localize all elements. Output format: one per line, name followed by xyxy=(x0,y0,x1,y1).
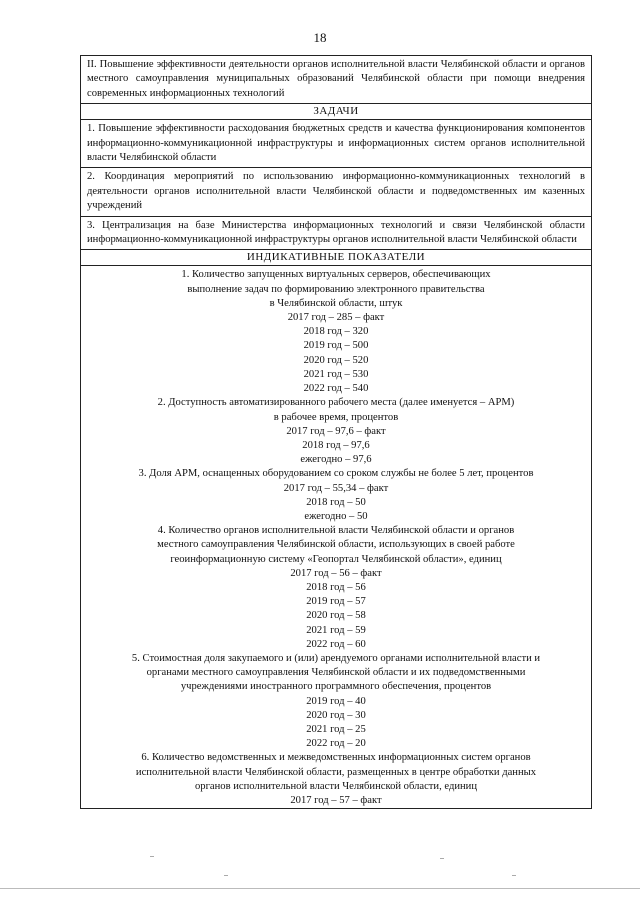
indicator-title-line: органами местного самоуправления Челябинской области и их подведомственными xyxy=(146,667,526,679)
indicator-value: 2017 год – 285 – факт xyxy=(287,312,385,324)
indicator-title-line: в Челябинской области, штук xyxy=(269,297,403,309)
indicator-value: 2017 год – 56 – факт xyxy=(290,567,382,579)
indicator-value: 2018 год – 56 xyxy=(306,581,366,593)
indicator-value: 2018 год – 97,6 xyxy=(302,439,370,451)
document-table xyxy=(80,55,592,809)
indicator-title-line: 5. Стоимостная доля закупаемого и (или) арендуемого органами исполнительной власти и xyxy=(131,652,541,664)
indicator-value: 2019 год – 40 xyxy=(306,695,366,707)
indicator-value: 2018 год – 320 xyxy=(303,326,369,338)
indicator-title-line: 4. Количество органов исполнительной власти Челябинской области и органов xyxy=(157,525,515,537)
indicators-cell xyxy=(81,266,591,808)
indicators-header: ИНДИКАТИВНЫЕ ПОКАЗАТЕЛИ xyxy=(81,250,591,266)
indicator-title-line: 2. Доступность автоматизированного рабочего места (далее именуется – АРМ) xyxy=(157,397,515,409)
scan-speck xyxy=(150,856,154,857)
tasks-header: ЗАДАЧИ xyxy=(81,104,591,120)
indicator-value: 2017 год – 97,6 – факт xyxy=(286,425,386,437)
indicator-value: 2019 год – 57 xyxy=(306,596,366,608)
indicator-value: 2020 год – 30 xyxy=(306,709,366,721)
scan-edge-line xyxy=(0,888,640,889)
indicator-title-line: местного самоуправления Челябинской области, использующих в своей работе xyxy=(157,539,515,551)
indicator-title-line: учреждениями иностранного программного обеспечения, процентов xyxy=(180,681,492,693)
indicator-value: 2020 год – 58 xyxy=(306,610,366,622)
indicator-title-line: геоинформационную систему «Геопортал Челябинской области», единиц xyxy=(170,553,502,565)
indicator-value: ежегодно – 50 xyxy=(304,510,368,522)
scan-speck xyxy=(440,858,444,859)
indicator-value: 2022 год – 60 xyxy=(306,638,366,650)
indicator-block xyxy=(85,652,587,751)
indicator-value: 2018 год – 50 xyxy=(306,496,366,508)
indicator-value: 2017 год – 55,34 – факт xyxy=(283,482,389,494)
indicator-title-line: исполнительной власти Челябинской области, размещенных в центре обработки данных xyxy=(135,766,537,778)
indicator-value: 2021 год – 25 xyxy=(306,723,366,735)
indicator-value: 2022 год – 540 xyxy=(303,383,369,395)
indicator-value: 2021 год – 530 xyxy=(303,368,369,380)
indicator-block xyxy=(85,396,587,467)
indicator-value: 2021 год – 59 xyxy=(306,624,366,636)
indicator-value: ежегодно – 97,6 xyxy=(300,454,372,466)
page-number: 18 xyxy=(313,30,327,45)
indicator-title-line: 6. Количество ведомственных и межведомственных информационных систем органов xyxy=(141,752,531,764)
indicator-value: 2022 год – 20 xyxy=(306,738,366,750)
indicator-block xyxy=(85,268,587,396)
scan-speck xyxy=(224,875,228,876)
indicator-block xyxy=(85,524,587,652)
indicator-title-line: 3. Доля АРМ, оснащенных оборудованием со сроком службы не более 5 лет, процентов xyxy=(138,468,534,480)
indicator-value: 2020 год – 520 xyxy=(303,354,369,366)
indicator-block xyxy=(85,467,587,524)
task-cell-1: 1. Повышение эффективности расходования бюджетных средств и качества функционирования компонентов информационно-коммуникационной инфраструктуры и информационных систем органов исполнительной власти Челябинской области xyxy=(81,120,591,168)
indicator-value: 2017 год – 57 – факт xyxy=(290,794,382,806)
indicator-title-line: 1. Количество запущенных виртуальных серверов, обеспечивающих xyxy=(181,269,491,281)
scan-speck xyxy=(512,875,516,876)
task-cell-2: 2. Координация мероприятий по использованию информационно-коммуникационных технологий в деятельности органов исполнительной власти Челябинской области и подведомственных им казенных учреждений xyxy=(81,168,591,216)
indicator-block xyxy=(85,751,587,808)
task-cell-3: 3. Централизация на базе Министерства информационных технологий и связи Челябинской области информационно-коммуникационной инфраструктуры органов исполнительной власти Челябинской области xyxy=(81,217,591,251)
indicator-title-line: выполнение задач по формированию электронного правительства xyxy=(187,283,485,295)
indicator-title-line: в рабочее время, процентов xyxy=(273,411,399,423)
indicator-value: 2019 год – 500 xyxy=(303,340,369,352)
goal-cell: II. Повышение эффективности деятельности органов исполнительной власти Челябинской области и органов местного самоуправления муниципальных образований Челябинской области при помощи внедрения современных информационных технологий xyxy=(81,56,591,104)
indicator-title-line: органов исполнительной власти Челябинской области, единиц xyxy=(194,780,478,792)
